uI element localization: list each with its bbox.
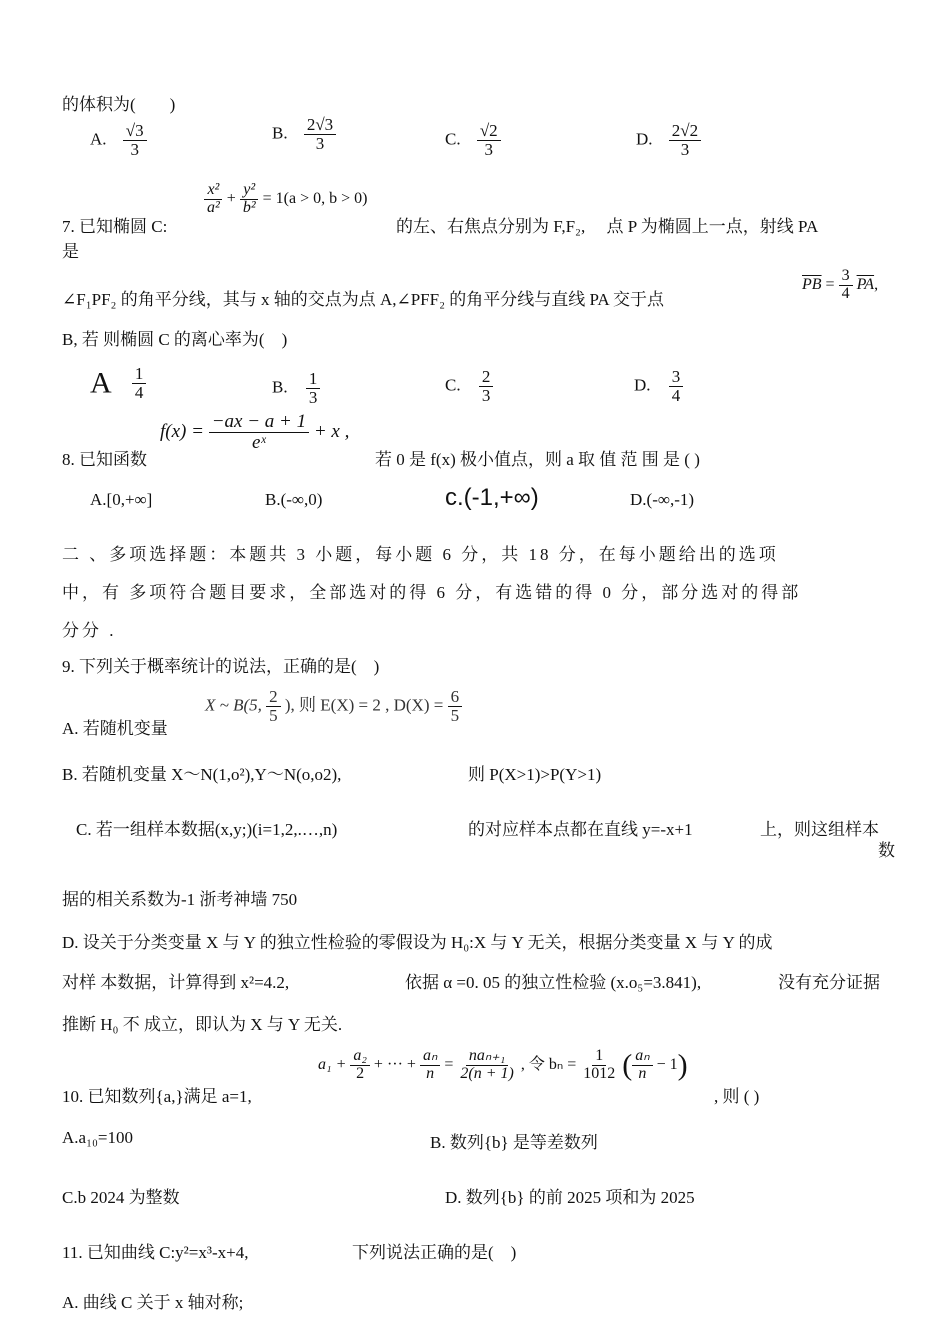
q9-option-c-wrap: 数 xyxy=(878,841,895,860)
q9-option-d-line1: D. 设关于分类变量 X 与 Y 的独立性检验的零假设为 H₀:X 与 Y 无关，根据分类变量 X 与 Y 的成 xyxy=(62,933,773,952)
q8-f-lhs: f(x) = xyxy=(160,420,204,442)
section2-line1: 二 、多项选择题：本题共 3 小题，每小题 6 分，共 18 分，在每小题给出的选项 xyxy=(62,545,779,564)
q7-option-d-num: 3 xyxy=(669,368,684,387)
q7-line2: ∠F₁PF₂ 的角平分线，其与 x 轴的交点为点 A,∠PFF₂ 的角平分线与直线 PA 交于点 xyxy=(62,290,665,309)
section2-line2: 中，有 多项符合题目要求，全部选对的得 6 分，有选错的得 0 分，部分选对的得部 xyxy=(62,583,802,602)
q6-option-a-den: 3 xyxy=(130,139,139,159)
q11-stem: 11. 已知曲线 C:y²=x³-x+4, xyxy=(62,1243,249,1262)
q7-option-b-label: B. xyxy=(272,377,288,397)
q9-option-d-line2b: 依据 α =0. 05 的独立性检验 (x.o₅=3.841), xyxy=(405,973,702,992)
q7-option-c-label: C. xyxy=(445,375,461,395)
q9-stem: 9. 下列关于概率统计的说法，正确的是( ) xyxy=(62,657,380,676)
q9-option-c-text: C. 若一组样本数据(x,y;)(i=1,2,.…,n) xyxy=(76,820,338,839)
q9-option-a-text: A. 若随机变量 xyxy=(62,719,168,738)
q8-function-formula xyxy=(160,412,349,453)
q9-option-d-line2c: 没有充分证据 xyxy=(778,973,880,992)
q10-sum-formula: a₁ + $\frac{\text{a₂}}{2}$ + ··· + $\frac{\text{aₙ}}{n}$ = $\frac{\text{naₙ₊₁}}{2(n + 1)}$ , 令 bₙ = $\frac{1}{1012}$ ( $\frac{\text{aₙ}}{n}$ − 1) xyxy=(318,1047,688,1082)
q6-option-c-den: 3 xyxy=(484,139,494,159)
q9-option-d-line2a: 对样 本数据，计算得到 x²=4.2, xyxy=(62,973,290,992)
q6-option-d-label: D. xyxy=(636,129,653,149)
q7-line1-tail: 是 xyxy=(62,242,79,261)
q7-option-d xyxy=(634,368,683,405)
q8-option-c: c.(-1,+∞) xyxy=(445,484,539,511)
q11-stem-tail: 下列说法正确的是( ) xyxy=(352,1243,517,1262)
q7-option-b-num: 1 xyxy=(306,370,321,389)
q6-option-a-num: √3 xyxy=(123,122,147,141)
q11-option-a: A. 曲线 C 关于 x 轴对称; xyxy=(62,1293,244,1312)
q7-option-a-den: 4 xyxy=(132,383,147,402)
q9-option-a-formula: X ~ B(5, $\frac{2}{5}$ ), 则 E(X) = 2 , D(X) = $\frac{6}{5}$ xyxy=(205,688,462,725)
q8-f-den: eˣ xyxy=(251,431,266,453)
q10-option-a: A.a₁₀=100 xyxy=(62,1128,134,1147)
q7-option-a-label: A xyxy=(90,366,112,400)
q10-option-c: C.b 2024 为整数 xyxy=(62,1188,180,1207)
q7-vec-eq: = xyxy=(825,275,835,293)
q7-line1-rest: 的左、右焦点分别为 F,F₂, 点 P 为椭圆上一点，射线 PA xyxy=(396,217,819,236)
section2-line3: 分分 . xyxy=(62,621,117,640)
q7-prefix: 7. 已知椭圆 C: xyxy=(62,217,168,236)
q8-option-a: A.[0,+∞] xyxy=(90,490,153,509)
q6-option-d-den: 3 xyxy=(680,139,690,159)
q9-option-c-tail: 上，则这组样本 xyxy=(760,820,879,839)
q6-option-b xyxy=(272,116,336,153)
q9-option-b-text: B. 若随机变量 X～N(1,o²),Y～N(o,o2), xyxy=(62,765,342,784)
q7-option-c-den: 3 xyxy=(481,385,491,405)
q7-vec-pa: $\overline{PA}$ xyxy=(856,275,875,293)
q8-f-num: −ax − a + 1 xyxy=(209,412,309,433)
q6-option-c-label: C. xyxy=(445,129,461,149)
q7-vec-pb: $\overline{PB}$ xyxy=(802,275,822,293)
q6-option-d-num: 2√2 xyxy=(669,122,701,141)
q7-option-c xyxy=(445,368,493,405)
q9-option-d-line3: 推断 H₀ 不 成立，即认为 X 与 Y 无关. xyxy=(62,1015,343,1034)
q7-ellipse-formula: $\frac{\text{x²}}{\text{a²}}$ + $\frac{\text{y²}}{\text{b²}}$ = 1(a > 0, b > 0) xyxy=(204,182,367,217)
q6-option-a xyxy=(90,122,147,159)
q7-formula-cond: = 1(a > 0, b > 0) xyxy=(262,189,368,207)
q8-option-b: B.(-∞,0) xyxy=(265,490,323,509)
q8-rest: 若 0 是 f(x) 极小值点，则 a 取 值 范 围 是 ( ) xyxy=(375,450,700,469)
q10-option-d: D. 数列{b} 的前 2025 项和为 2025 xyxy=(445,1188,695,1207)
q8-option-d: D.(-∞,-1) xyxy=(630,490,695,509)
q7-vec-coef-num: 3 xyxy=(839,268,853,286)
q9-option-c-line2: 据的相关系数为-1 浙考神墙 750 xyxy=(62,890,298,909)
q8-prefix: 8. 已知函数 xyxy=(62,450,147,469)
q6-stem-tail: 的体积为( ) xyxy=(62,95,176,114)
q7-option-b-den: 3 xyxy=(308,387,318,407)
q7-option-a xyxy=(90,365,146,402)
q6-option-d xyxy=(636,122,701,159)
q9-option-b-tail: 则 P(X>1)>P(Y>1) xyxy=(468,765,602,784)
q6-option-b-num: 2√3 xyxy=(304,116,336,135)
q6-option-b-den: 3 xyxy=(315,133,325,153)
q7-line3: B, 若 则椭圆 C 的离心率为( ) xyxy=(62,330,288,349)
q7-option-d-den: 4 xyxy=(671,385,681,405)
q9-option-c-mid: 的对应样本点都在直线 y=-x+1 xyxy=(468,820,693,839)
q7-option-d-label: D. xyxy=(634,375,651,395)
q10-prefix: 10. 已知数列{a,}满足 a=1, xyxy=(62,1087,252,1106)
q7-vec-coef-den: 4 xyxy=(841,284,850,302)
q7-vector-condition xyxy=(802,268,878,303)
q6-option-c xyxy=(445,122,501,159)
q6-option-b-label: B. xyxy=(272,123,288,143)
q6-option-c-num: √2 xyxy=(477,122,501,141)
q10-then: , 则 ( ) xyxy=(714,1087,760,1106)
q7-vec-comma: , xyxy=(874,275,879,293)
q10-option-b: B. 数列{b} 是等差数列 xyxy=(430,1133,598,1152)
q6-option-a-label: A. xyxy=(90,129,107,149)
q7-option-a-num: 1 xyxy=(134,364,144,383)
q7-option-b xyxy=(272,370,320,407)
q7-option-c-num: 2 xyxy=(479,368,494,387)
q8-f-tail: + x , xyxy=(313,420,350,442)
